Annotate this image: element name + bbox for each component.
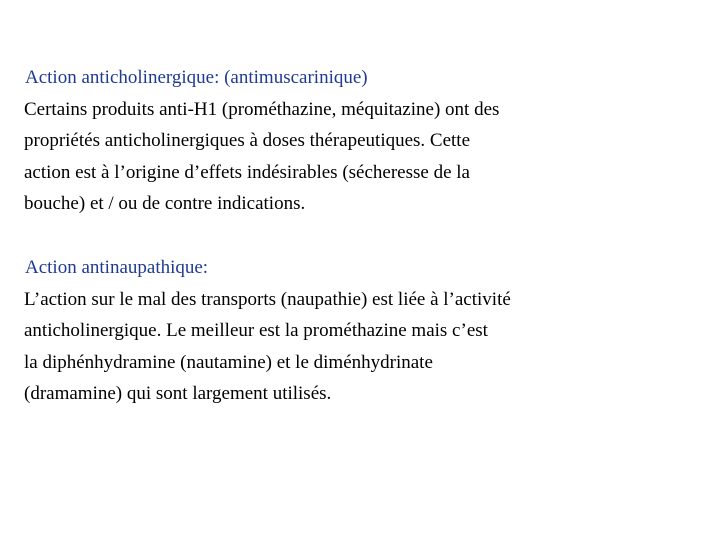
section2-paragraph bbox=[24, 284, 696, 410]
section1-line-4: bouche) et / ou de contre indications. bbox=[24, 193, 306, 215]
slide-content bbox=[24, 62, 696, 410]
section1-line-1: Certains produits anti-H1 (prométhazine, méquitazine) ont des bbox=[24, 98, 500, 120]
section1-line-3: action est à l’origine d’effets indésirables (sécheresse de la bbox=[24, 161, 470, 183]
section2-line-4: (dramamine) qui sont largement utilisés. bbox=[24, 383, 332, 405]
section2-line-3: la diphénhydramine (nautamine) et le diménhydrinate bbox=[24, 351, 433, 373]
section2-line-1: L’action sur le mal des transports (naupathie) est liée à l’activité bbox=[24, 288, 511, 310]
section2-heading: Action antinaupathique: bbox=[25, 256, 209, 278]
section1-heading: Action anticholinergique: (antimuscarinique) bbox=[25, 67, 368, 88]
section-divider-space bbox=[24, 220, 696, 252]
section1-line-2: propriétés anticholinergiques à doses thérapeutiques. Cette bbox=[24, 130, 471, 152]
section2-line-2: anticholinergique. Le meilleur est la prométhazine mais c’est bbox=[24, 320, 488, 342]
section1-paragraph bbox=[24, 94, 696, 220]
